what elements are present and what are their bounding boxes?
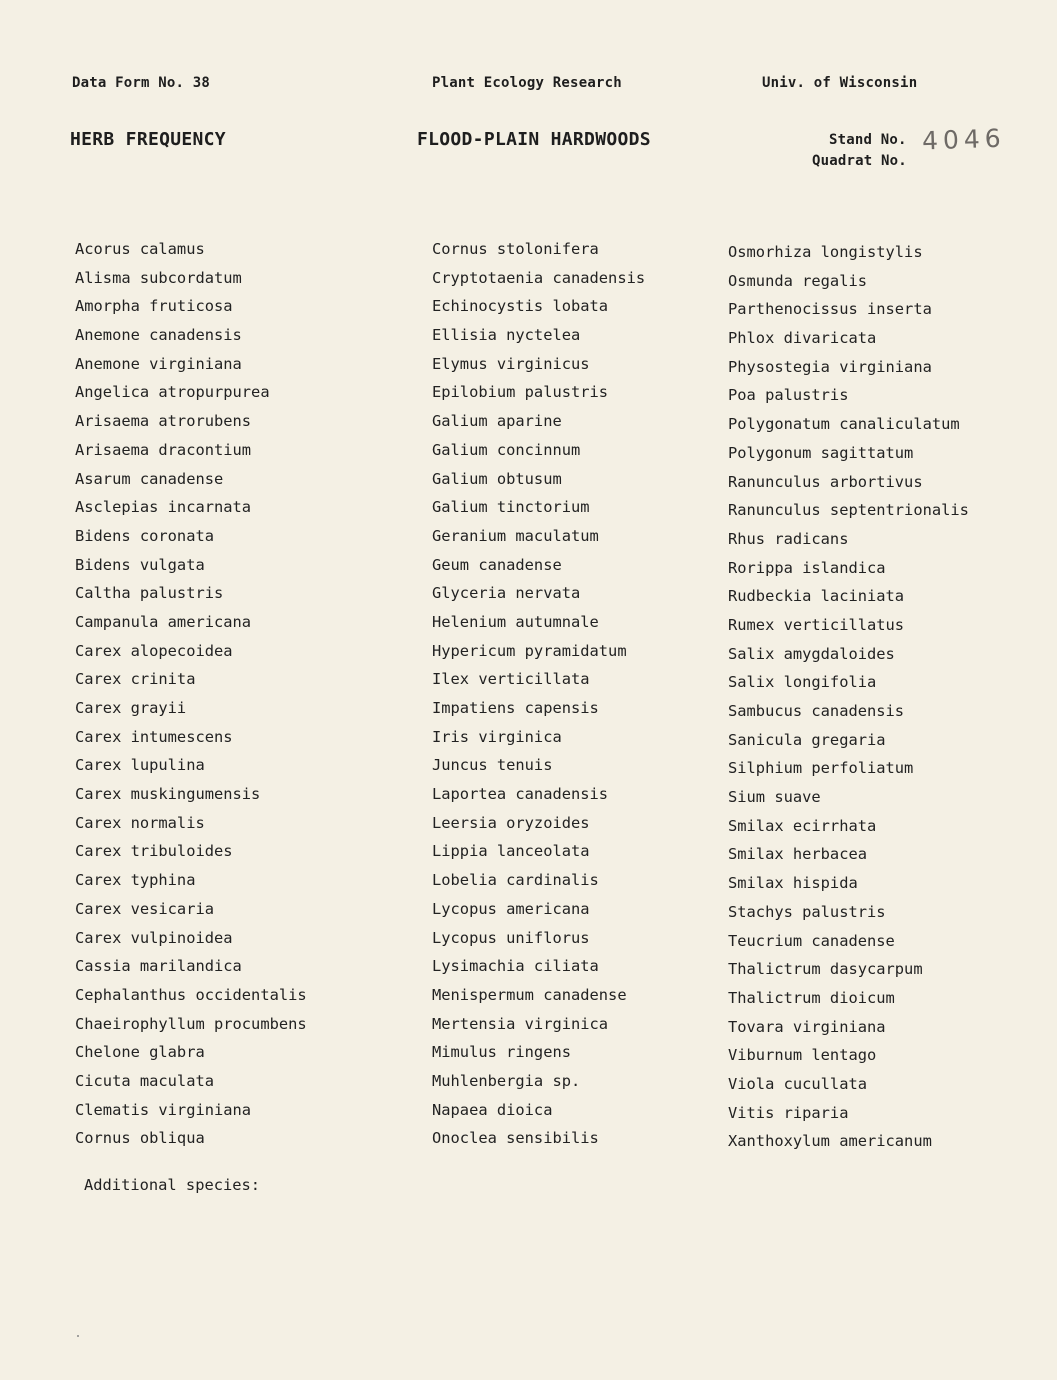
species-item: Arisaema atrorubens [75,412,252,431]
species-item: Cassia marilandica [75,957,242,976]
species-item: Chaeirophyllum procumbens [75,1014,307,1033]
species-item: Chelone glabra [75,1043,205,1062]
species-item: Cornus stolonifera [432,240,599,258]
species-item: Bidens coronata [75,526,214,545]
species-item: Sium suave [728,788,821,807]
species-item: Galium tinctorium [432,498,590,517]
species-item: Carex vesicaria [75,899,214,918]
species-item: Hypericum pyramidatum [432,641,627,660]
species-item: Viburnum lentago [728,1046,877,1065]
species-item: Asarum canadense [75,469,224,488]
form-number: Data Form No. 38 [72,75,211,91]
species-item: Ellisia nyctelea [432,326,581,345]
species-item: Lycopus americana [432,899,590,918]
species-item: Mimulus ringens [432,1043,571,1062]
species-item: Viola cucullata [728,1074,867,1093]
university-label: Univ. of Wisconsin [762,75,918,91]
organization-label: Plant Ecology Research [432,75,622,91]
species-item: Epilobium palustris [432,383,609,402]
species-item: Mertensia virginica [432,1014,609,1033]
species-item: Acorus calamus [75,240,205,258]
species-item: Ranunculus arbortivus [728,472,923,491]
species-item: Salix longifolia [728,673,877,692]
species-item: Xanthoxylum americanum [728,1132,932,1151]
species-column-1 [75,240,307,1158]
species-item: Silphium perfoliatum [728,759,914,778]
species-item: Bidens vulgata [75,555,205,574]
species-item: Carex muskingumensis [75,785,261,804]
quadrat-number-label: Quadrat No. [812,153,907,169]
species-item: Salix amygdaloides [728,644,895,663]
species-item: Vitis riparia [728,1103,849,1122]
species-item: Carex typhina [75,871,196,890]
species-item: Polygonum sagittatum [728,443,914,462]
species-item: Carex normalis [75,813,205,832]
species-item: Amorpha fruticosa [75,297,233,316]
species-item: Smilax hispida [728,874,858,893]
species-item: Sanicula gregaria [728,730,886,749]
species-item: Smilax herbacea [728,845,867,864]
species-item: Lysimachia ciliata [432,957,599,976]
species-item: Impatiens capensis [432,699,599,717]
species-item: Napaea dioica [432,1100,553,1119]
species-item: Angelica atropurpurea [75,383,270,402]
species-item: Carex vulpinoidea [75,928,233,947]
species-item: Carex tribuloides [75,842,233,861]
species-item: Juncus tenuis [432,756,553,775]
species-item: Galium aparine [432,412,562,431]
species-item: Smilax ecirrhata [728,816,877,835]
species-item: Laportea canadensis [432,785,609,804]
species-item: Clematis virginiana [75,1100,252,1119]
species-item: Alisma subcordatum [75,268,242,287]
species-item: Sambucus canadensis [728,702,905,720]
species-item: Physostegia virginiana [728,357,932,376]
species-column-3 [728,243,969,1161]
species-item: Anemone virginiana [75,354,242,373]
form-title: HERB FREQUENCY [70,129,226,150]
community-title: FLOOD-PLAIN HARDWOODS [417,129,651,150]
species-item: Geum canadense [432,555,562,574]
species-item: Ranunculus septentrionalis [728,501,969,520]
species-item: Caltha palustris [75,584,224,603]
species-item: Osmunda regalis [728,271,867,290]
species-item: Poa palustris [728,386,849,405]
species-item: Carex intumescens [75,727,233,746]
species-item: Leersia oryzoides [432,813,590,832]
species-item: Cicuta maculata [75,1071,214,1090]
species-item: Lycopus uniflorus [432,928,590,947]
species-item: Helenium autumnale [432,612,599,631]
species-item: Rorippa islandica [728,558,886,577]
species-item: Carex lupulina [75,756,205,775]
species-item: Geranium maculatum [432,526,599,545]
species-item: Campanula americana [75,612,252,631]
species-item: Carex crinita [75,670,196,689]
species-item: Thalictrum dioicum [728,988,895,1007]
species-column-2 [432,240,645,1158]
species-item: Asclepias incarnata [75,498,252,517]
species-item: Lobelia cardinalis [432,871,599,890]
species-item: Parthenocissus inserta [728,300,932,319]
species-item: Muhlenbergia sp. [432,1071,581,1090]
species-item: Rudbeckia laciniata [728,587,905,606]
species-item: Teucrium canadense [728,931,895,950]
species-item: Polygonatum canaliculatum [728,415,960,434]
species-item: Lippia lanceolata [432,842,590,861]
species-item: Cornus obliqua [75,1129,205,1148]
species-item: Carex grayii [75,699,187,717]
stand-number-handwritten: 4046 [921,123,1007,156]
species-item: Cryptotaenia canadensis [432,268,646,287]
species-item: Galium concinnum [432,440,581,459]
additional-species-label: Additional species: [84,1176,261,1194]
species-item: Onoclea sensibilis [432,1129,599,1148]
species-item: Echinocystis lobata [432,297,609,316]
species-item: Carex alopecoidea [75,641,233,660]
species-item: Arisaema dracontium [75,440,252,459]
species-item: Ilex verticillata [432,670,590,689]
species-item: Rumex verticillatus [728,615,905,634]
species-item: Tovara virginiana [728,1017,886,1036]
species-item: Elymus virginicus [432,354,590,373]
species-item: Stachys palustris [728,902,886,921]
species-item: Rhus radicans [728,529,849,548]
species-item: Anemone canadensis [75,326,242,345]
species-item: Osmorhiza longistylis [728,243,923,261]
species-item: Thalictrum dasycarpum [728,960,923,979]
species-item: Cephalanthus occidentalis [75,985,307,1004]
species-item: Phlox divaricata [728,329,877,348]
species-item: Galium obtusum [432,469,562,488]
species-item: Menispermum canadense [432,985,627,1004]
stand-number-label: Stand No. [829,132,907,148]
species-item: Iris virginica [432,727,562,746]
species-item: Glyceria nervata [432,584,581,603]
paper-speck [77,1335,79,1337]
